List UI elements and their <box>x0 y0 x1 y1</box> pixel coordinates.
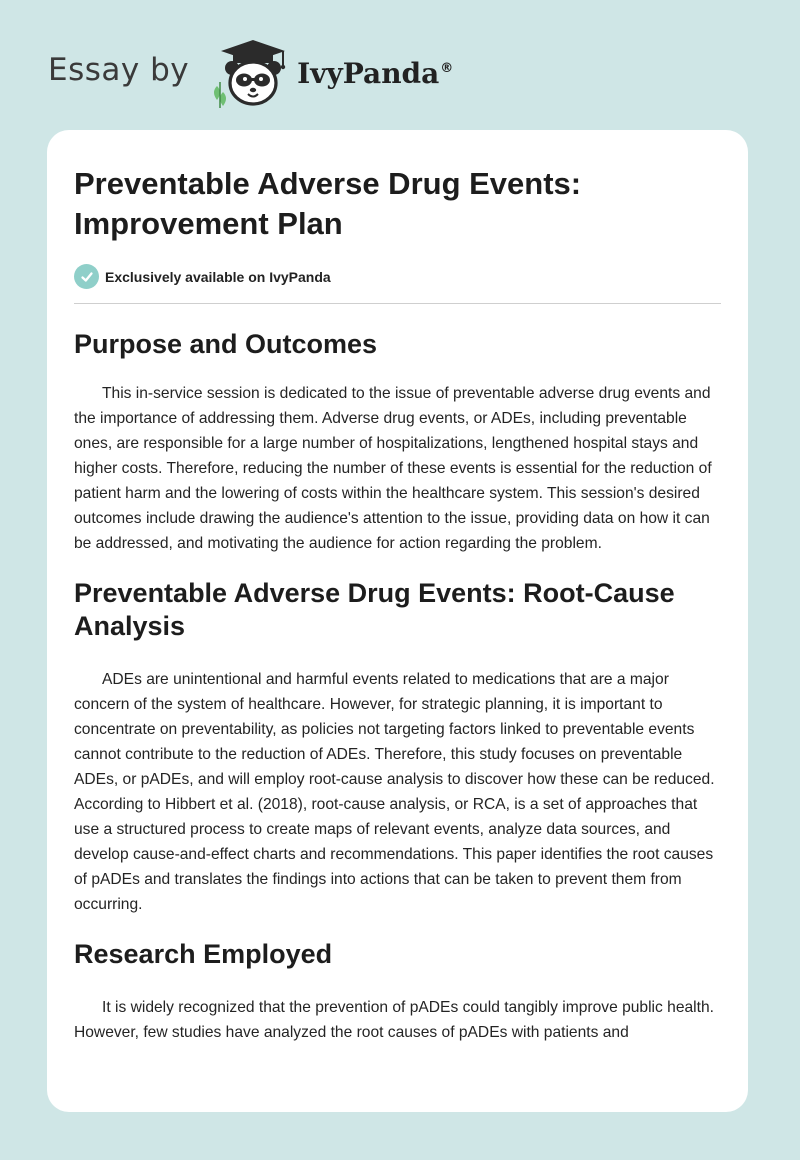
check-circle-icon <box>74 264 99 289</box>
exclusive-badge <box>74 264 721 304</box>
exclusive-label: Exclusively available on IvyPanda <box>105 268 331 285</box>
section-heading: Preventable Adverse Drug Events: Root-Cause Analysis <box>74 578 675 641</box>
section-paragraph: This in-service session is dedicated to the issue of preventable adverse drug events and the importance of addressing them. Adverse drug events, or ADEs, including preventable ones, are responsible for a large number of hospitalizations, lengthened hospital stays and higher costs. Therefore, reducing the number of these events is essential for the reduction of patient harm and the lowering of costs within the healthcare system. This session's desired outcomes include drawing the audience's attention to the issue, providing data on how it can be addressed, and motivating the audience for action regarding the problem. <box>74 385 712 552</box>
section-paragraph: ADEs are unintentional and harmful events related to medications that are a major concern of the system of healthcare. However, for strategic planning, it is important to concentrate on preventability, as policies not targeting factors linked to preventable events cannot contribute to the reduction of ADEs. Therefore, this study focuses on preventable ADEs, or pADEs, and will employ root-cause analysis to discover how these can be reduced. According to Hibbert et al. (2018), root-cause analysis, or RCA, is a set of approaches that use a structured process to create maps of relevant events, analyze data sources, and develop cause-and-effect charts and recommendations. This paper identifies the root causes of pADEs and translates the findings into actions that can be taken to prevent them from occurring. <box>74 671 715 913</box>
brand-name <box>297 57 453 90</box>
brand-name-text: IvyPanda <box>297 56 440 90</box>
brand-prefix: Essay by <box>48 52 190 88</box>
site-brand[interactable] <box>48 36 453 108</box>
section-heading: Purpose and Outcomes <box>74 329 378 359</box>
panda-graduate-icon <box>203 36 295 108</box>
section-paragraph: It is widely recognized that the prevention of pADEs could tangibly improve public health. However, few studies have analyzed the root causes of pADEs with patients and <box>74 999 714 1041</box>
section-heading: Research Employed <box>74 939 333 969</box>
registered-mark: ® <box>440 61 454 77</box>
page-title: Preventable Adverse Drug Events: Improvement Plan <box>74 166 582 241</box>
essay-card <box>47 130 748 1112</box>
